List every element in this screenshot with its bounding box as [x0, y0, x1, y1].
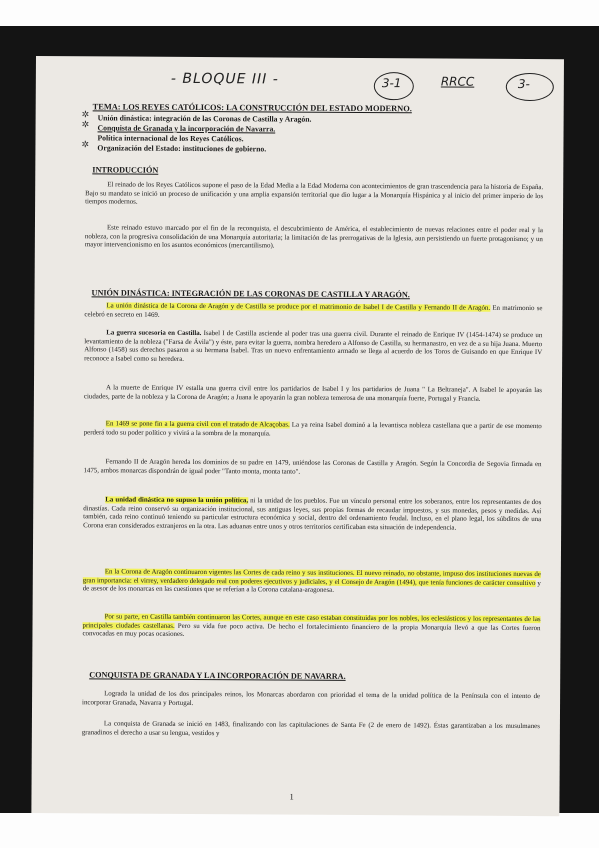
intro-heading: INTRODUCCIÓN: [92, 165, 159, 175]
union-paragraph-2: La guerra sucesoria en Castilla. Isabel I de Castilla asciende al poder tras una guerra civil. Durante el reinado de Enrique IV (1454-1474) se produce un levantamiento de la nobleza ("Farsa de Ávila") y éste, para evitar la guerra, nombra heredero a Alfonso de Castilla, su hermanastro, en vez de a su hija Juana. Muerto Alfonso (1458) sus derechos pasaron a su hermana Isabel. Tras un nuevo enfrentamiento armado se llega al acuerdo de los Toros de Guisando en que Enrique IV reconoce a Isabel como su heredera.: [84, 329, 543, 364]
highlight: La unión dinástica de la Corona de Aragón y de Castilla se produce por el matrimonio de Isabel I de Castilla y Fernando II de Aragón.: [106, 302, 491, 312]
union-paragraph-8: Por su parte, en Castilla también continuaron las Cortes, aunque en este caso estaban constituidas por los nobles, los eclesiásticos y los representantes de las principales ciudades castellanas. Pero su vida fue poco activa. De hecho el fortalecimiento financiero de la propia Monarquía llevó a que las Cortes fueron convocadas en muy pocas ocasiones.: [82, 613, 541, 639]
highlight: La unidad dinástica no supuso la unión política,: [105, 496, 249, 505]
toc-item: Organización del Estado: instituciones de gobierno.: [97, 143, 267, 154]
toc-item: Conquista de Granada y la incorporación de Navarra.: [97, 123, 276, 134]
handwritten-bloque: - BLOQUE III -: [170, 70, 279, 88]
star-mark: ✲: [81, 110, 90, 121]
granada-paragraph-1: Lograda la unidad de los dos principales reinos, los Monarcas abordaron con prioridad el tema de la unidad política de la Península con el intento de incorporar Granada, Navarra y Portugal.: [82, 690, 541, 707]
document-page: [31, 56, 564, 816]
intro-paragraph-1: El reinado de los Reyes Católicos supone el paso de la Edad Media a la Edad Moderna con acontecimientos de gran trascendencia para la historia de España. Bajo su mandato se inició un proceso de unificación y una amplia expansión territorial que dio lugar a la Monarquía Hispánica y al inicio del primer imperio de los tiempos modernos.: [85, 181, 544, 207]
granada-heading: CONQUISTA DE GRANADA Y LA INCORPORACIÓN DE NAVARRA.: [89, 670, 346, 681]
star-mark: ✲: [81, 120, 90, 131]
union-paragraph-1: La unión dinástica de la Corona de Aragón y de Castilla se produce por el matrimonio de Isabel I de Castilla y Fernando II de Aragón. En matrimonio se celebró en secreto en 1469.: [84, 302, 543, 319]
highlight: Por su parte, en Castilla también continuaron las Cortes, aunque en este caso estaban constituidas por los nobles, los eclesiásticos y los representantes de las principales ciudades castellanas.: [82, 613, 541, 630]
bottom-margin: [0, 813, 599, 848]
handwritten-rrcc: RRCC: [440, 74, 475, 89]
bold-term: La guerra sucesoria en Castilla.: [106, 329, 202, 338]
tema-title: TEMA: LOS REYES CATÓLICOS: LA CONSTRUCCIÓN DEL ESTADO MODERNO.: [92, 102, 412, 114]
union-paragraph-7: En la Corona de Aragón continuaron vigentes las Cortes de cada reino y sus instituciones. El nuevo reinado, no obstante, impuso dos instituciones nuevas de gran importancia: el virrey, verdadero delegado real con poderes ejecutivos y judiciales, y el Consejo de Aragón (1494), que tenía funciones de carácter consultivo y de asesor de los monarcas en las cuestiones que se referían a la Corona catalana-aragonesa.: [82, 568, 541, 595]
highlight: En 1469 se pone fin a la guerra civil con el tratado de Alcaçobas.: [105, 420, 290, 429]
union-paragraph-4: En 1469 se pone fin a la guerra civil con el tratado de Alcaçobas. La ya reina Isabel dominó a la levantisca nobleza castellana que a partir de ese momento perderá todo su poder político y vivirá a la sombra de la monarquía.: [83, 420, 542, 438]
top-margin: [0, 0, 599, 26]
page-number: 1: [289, 791, 294, 802]
highlight: En la Corona de Aragón continuaron vigentes las Cortes de cada reino y sus instituciones. El nuevo reinado, no obstante, impuso dos instituciones nuevas de gran importancia: el virrey, verdadero delegado real con poderes ejecutivos y judiciales, y el Consejo de Aragón (1494), que tenía funciones de carácter consultivo: [82, 568, 541, 587]
union-heading: UNIÓN DINÁSTICA: INTEGRACIÓN DE LAS CORONAS DE CASTILLA Y ARAGÓN.: [91, 288, 410, 300]
toc-item: Política internacional de los Reyes Católicos.: [97, 133, 244, 144]
union-paragraph-3: A la muerte de Enrique IV estalla una guerra civil entre los partidarios de Isabel I y los partidarios de Juana " La Beltraneja". A Isabel le apoyarán las ciudades, parte de la nobleza y la Corona de Aragón; a Juana le apoyarán la gran nobleza temerosa de una monarquía fuerte, Portugal y Francia.: [83, 384, 542, 403]
star-mark: ✲: [81, 140, 90, 151]
granada-paragraph-2: La conquista de Granada se inició en 1483, finalizando con las capitulaciones de Santa Fe (2 de enero de 1492). Éstas garantizaban a los musulmanes granadinos el derecho a usar su lengua, vestidos y: [81, 720, 540, 737]
intro-paragraph-2: Este reinado estuvo marcado por el fin de la reconquista, el descubrimiento de América, el establecimiento de nuevas relaciones entre el poder real y la nobleza, con la progresiva consolidación de una Monarquía autoritaria; la limitación de las prerrogativas de la Iglesia, aun persistiendo un fuerte protagonismo; y un mayor intervencionismo en los asuntos económicos (mercantilismo).: [84, 224, 543, 250]
union-paragraph-5: Fernando II de Aragón hereda los dominios de su padre en 1479, uniéndose las Coronas de Castilla y Aragón. Según la Concordia de Segovia firmada en 1475, ambos monarcas dispondrán de igual poder "Tanto monta, monta tanto".: [83, 458, 542, 476]
union-paragraph-6: La unidad dinástica no supuso la unión política, ni la unidad de los pueblos. Fue un vínculo personal entre los soberanos, entre los representantes de dos dinastías. Cada reino conservó su organización institucional, sus antiguas leyes, sus propias formas de recaudar impuestos, y sus monedas, pesos y medidas. Así también, cada reino continuó teniendo su particular estructura económica y social, dentro del ordenamiento feudal. Incluso, en el plano legal, los súbditos de una Corona eran considerados extranjeros en la otra. Las aduanas entre unos y otros territorios certificaban esta situación de independencia.: [83, 496, 542, 532]
toc-item: Unión dinástica: integración de las Coronas de Castilla y Aragón.: [97, 113, 312, 124]
handwritten-number-right: 3-: [517, 76, 530, 92]
handwritten-number-left: 3-1: [381, 76, 402, 91]
